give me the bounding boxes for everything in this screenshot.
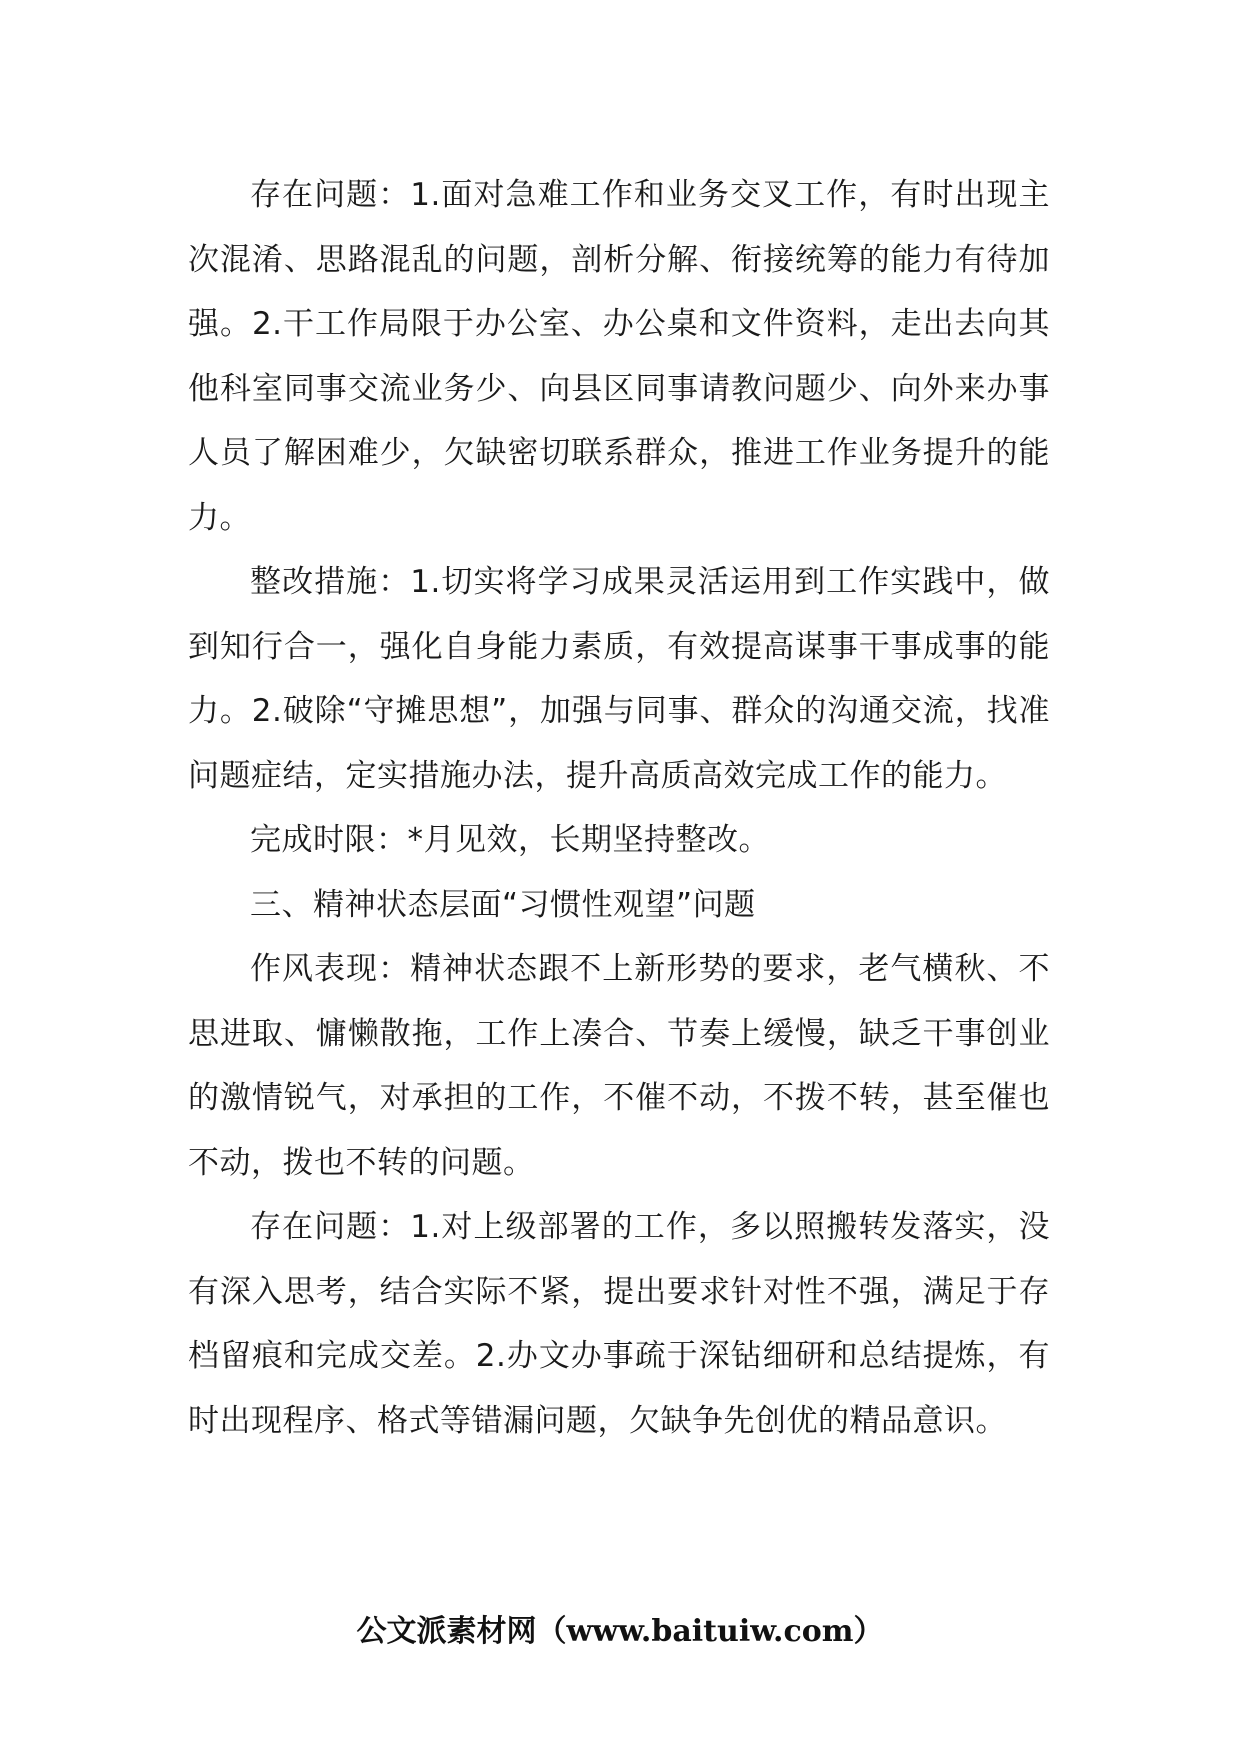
section-heading-3: 三、精神状态层面“习惯性观望”问题 — [250, 886, 756, 923]
paragraph-existing-problems-2: 存在问题：1.对上级部署的工作，多以照搬转发落实，没有深入思考，结合实际不紧，提出要求针对性不强，满足于存档留痕和完成交差。2.办文办事疏于深钻细研和总结提炼，有时出现程序、格式等错漏问题，欠缺争先创优的精品意识。 — [188, 1209, 1050, 1439]
document-body — [188, 163, 1050, 1453]
paragraph-existing-problems-1: 存在问题：1.面对急难工作和业务交叉工作，有时出现主次混淆、思路混乱的问题，剖析分解、衔接统筹的能力有待加强。2.干工作局限于办公室、办公桌和文件资料，走出去向其他科室同事交流业务少、向县区同事请教问题少、向外来办事人员了解困难少，欠缺密切联系群众，推进工作业务提升的能力。 — [188, 177, 1050, 536]
paragraph-completion-deadline: 完成时限：*月见效，长期坚持整改。 — [250, 822, 770, 858]
paragraph-rectification-measures: 整改措施：1.切实将学习成果灵活运用到工作实践中，做到知行合一，强化自身能力素质，有效提高谋事干事成事的能力。2.破除“守摊思想”，加强与同事、群众的沟通交流，找准问题症结，定实措施办法，提升高质高效完成工作的能力。 — [188, 564, 1050, 794]
paragraph-style-manifestation: 作风表现：精神状态跟不上新形势的要求，老气横秋、不思进取、慵懒散拖，工作上凑合、节奏上缓慢，缺乏干事创业的激情锐气，对承担的工作，不催不动，不拨不转，甚至催也不动，拨也不转的问题。 — [188, 951, 1050, 1181]
footer-watermark-text: 公文派素材网（www.baituiw.com） — [356, 1614, 884, 1649]
